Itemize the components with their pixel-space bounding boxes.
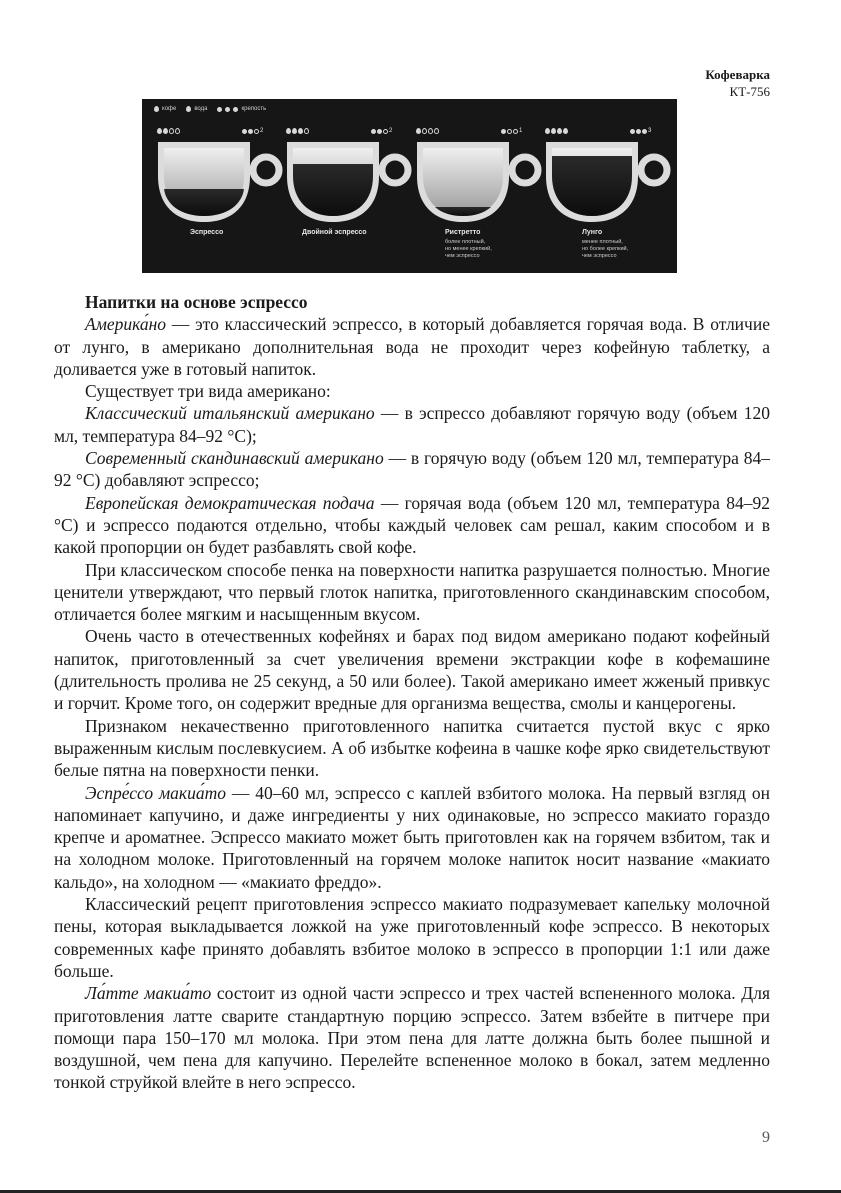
cup-double-espresso [283,122,411,272]
cup-espresso-icon [154,136,284,231]
paragraph: Америка́но — это классический эспрессо, в который добавляется горячая вода. В отличие от лунго, в американо дополнительная вода не проходит через кофейную таблетку, а доливается уже в готовый напиток. [54,314,770,379]
paragraph: Существует три вида американо: [85,381,331,402]
model-number: КТ-756 [729,84,770,99]
cup-ristretto [413,122,541,272]
water-drop-icon [186,106,191,112]
cup-lungo-icon [542,136,672,231]
strength-indicator: 3 [630,128,651,134]
strength-indicator: 2 [371,128,392,134]
page-header [705,66,770,100]
paragraph: Современный скандинавский американо — в горячую воду (объем 120 мл, температура 84–92 °С) добавляют эспрессо; [54,448,771,491]
paragraph: Эспре́ссо макиа́то — 40–60 мл, эспрессо с каплей взбитого молока. На первый взгляд он напоминает капучино, и даже ингредиенты у них одинаковые, но эспрессо макиато гораздо крепче и ароматнее. Эспрессо макиато может быть приготовлен как на горячем взбитом, так и на холодном молоке. Приготовленный на горячем молоке напиток носит название «макиато кальдо», на холодном — «макиато фреддо». [54,782,770,892]
paragraph: Европейская демократическая подача — горячая вода (объем 120 мл, температура 84–92 °С) и эспрессо подаются отдельно, чтобы каждый человек сам решал, каким способом и в какой пропорции он будет разбавлять свой кофе. [54,492,770,558]
legend-strength: крепость [217,106,266,112]
water-ratio-icons [286,128,309,134]
cup-name: Эспрессо [190,229,224,236]
cup-espresso [154,122,282,272]
cup-ristretto-icon [413,136,543,231]
section-heading: Напитки на основе эспрессо [85,292,308,312]
page-number: 9 [762,1129,770,1146]
strength-indicator: 1 [501,128,522,134]
paragraph: Признаком некачественно приготовленного напитка считается пустой вкус с ярко выраженным кислым послевкусием. А об избытке кофеина в чашке кофе ярко свидетельствуют белые пятна на поверхности пенки. [54,715,770,781]
paragraph: Ла́тте макиа́то состоит из одной части эспрессо и трех частей вспененного молока. Для приготовления латте сварите стандартную порцию эспрессо. Затем взбейте в питчере при помощи пара 150–170 мл молока. При этом пена для латте должна быть более пышной и воздушной, чем пена для капучино. Перелейте вспененное молоко в бокал, затем медленно тонкой струйкой влейте в него эспрессо. [54,983,771,1093]
cup-name: Ристретто [445,229,481,236]
cup-description: более плотный, но менее крепкий, чем эспрессо [445,239,492,259]
cup-double-espresso-icon [283,136,413,231]
paragraph: Классический итальянский американо — в эспрессо добавляют горячую воду (объем 120 мл, температура 84–92 °С); [54,403,771,446]
cup-name: Лунго [582,229,603,236]
paragraph: Очень часто в отечественных кофейнях и барах под видом американо подают кофейный напиток, приготовленный за счет увеличения времени экстракции кофе в кофемашине (длительность пролива не 25 секунд, а 50 или более). Такой американо имеет жженый привкус и горчит. Кроме того, он содержит вредные для организма вещества, смолы и канцерогены. [54,626,770,714]
article-body [54,291,770,1094]
cup-lungo [542,122,670,272]
figure-legend [154,106,266,112]
water-ratio-icons [545,128,568,134]
coffee-drop-icon [154,106,159,112]
paragraph: Классический рецепт приготовления эспрессо макиато подразумевает капельку молочной пены, которая выкладывается ложкой на уже приготовленный кофе эспрессо. В некоторых современных кафе принято добавлять взбитое молоко в эспрессо в пропорции 1:1 или даже больше. [54,894,770,981]
coffee-cups-illustration [142,99,677,273]
water-ratio-icons [416,128,439,134]
strength-indicator: 2 [242,128,263,134]
legend-coffee: кофе [154,106,176,112]
paragraph: При классическом способе пенка на поверхности напитка разрушается полностью. Многие ценители утверждают, что первый глоток напитка, приготовленного скандинавским способом, отличается более мягким и насыщенным вкусом. [54,559,770,625]
cup-description: менее плотный, но более крепкий, чем эспрессо [582,239,629,259]
product-name: Кофеварка [705,67,770,82]
water-ratio-icons [157,128,180,134]
cup-name: Двойной эспрессо [302,229,367,236]
legend-water: вода [186,106,207,112]
